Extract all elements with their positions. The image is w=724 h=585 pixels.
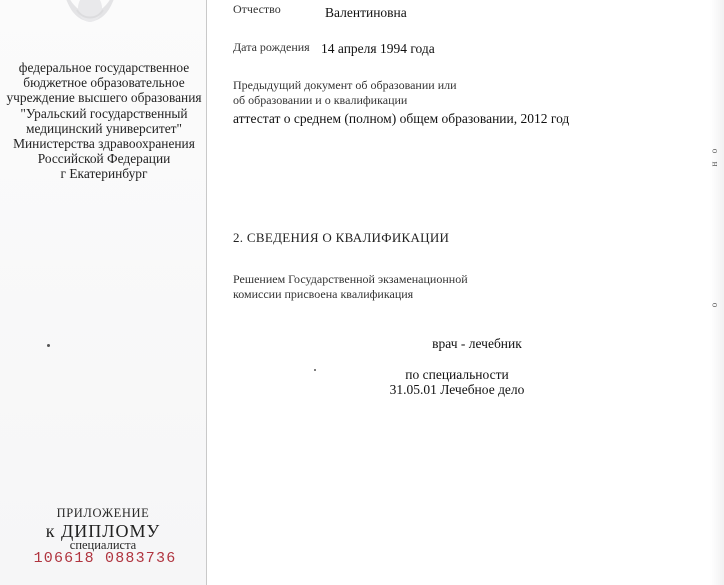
dob-label: Дата рождения <box>233 40 310 54</box>
edge-letter: н <box>710 161 721 167</box>
specialty-value: 31.05.01 Лечебное дело <box>389 382 525 397</box>
appendix-diploma-word: к ДИПЛОМУ <box>45 521 161 541</box>
issuer-line: бюджетное образовательное <box>23 75 185 91</box>
ink-speck <box>314 369 316 371</box>
decision-line1: Решением Государственной экзаменационной <box>233 272 468 286</box>
issuer-line: "Уральский государственный <box>20 105 188 121</box>
specialty-label: по специальности <box>405 367 509 382</box>
qualification-value: врач - лечебник <box>432 336 522 351</box>
section-2-heading: 2. СВЕДЕНИЯ О КВАЛИФИКАЦИИ <box>233 230 450 245</box>
appendix-subtitle: специалиста <box>69 538 137 552</box>
issuer-line: Министерства здравоохранения <box>13 136 195 152</box>
serial-number: 106618 0883736 <box>33 550 177 567</box>
edge-letter: о <box>710 148 721 154</box>
prev-doc-label-line2: об образовании и о квалификации <box>233 93 408 107</box>
dob-value: 14 апреля 1994 года <box>321 41 435 56</box>
patronymic-value: Валентиновна <box>325 5 407 20</box>
appendix-title: ПРИЛОЖЕНИЕ <box>56 506 150 520</box>
issuer-line: медицинский университет" <box>26 120 182 136</box>
right-edge-strip <box>710 0 724 585</box>
issuer-line: Российской Федерации <box>37 151 171 167</box>
coat-of-arms-emblem <box>55 0 125 28</box>
prev-doc-value: аттестат о среднем (полном) общем образовании, 2012 год <box>233 111 570 126</box>
issuer-line: учреждение высшего образования <box>6 90 202 106</box>
patronymic-label: Отчество <box>233 2 281 16</box>
decision-line2: комиссии присвоена квалификация <box>233 287 414 301</box>
edge-letter: о <box>710 302 721 308</box>
prev-doc-label-line1: Предыдущий документ об образовании или <box>233 78 457 92</box>
main-content <box>207 0 724 585</box>
issuer-line: федеральное государственное <box>18 60 190 75</box>
ink-speck <box>47 344 50 347</box>
issuer-line: г Екатеринбург <box>60 166 148 182</box>
issuer-block <box>4 60 204 182</box>
issuer-column <box>0 0 206 585</box>
